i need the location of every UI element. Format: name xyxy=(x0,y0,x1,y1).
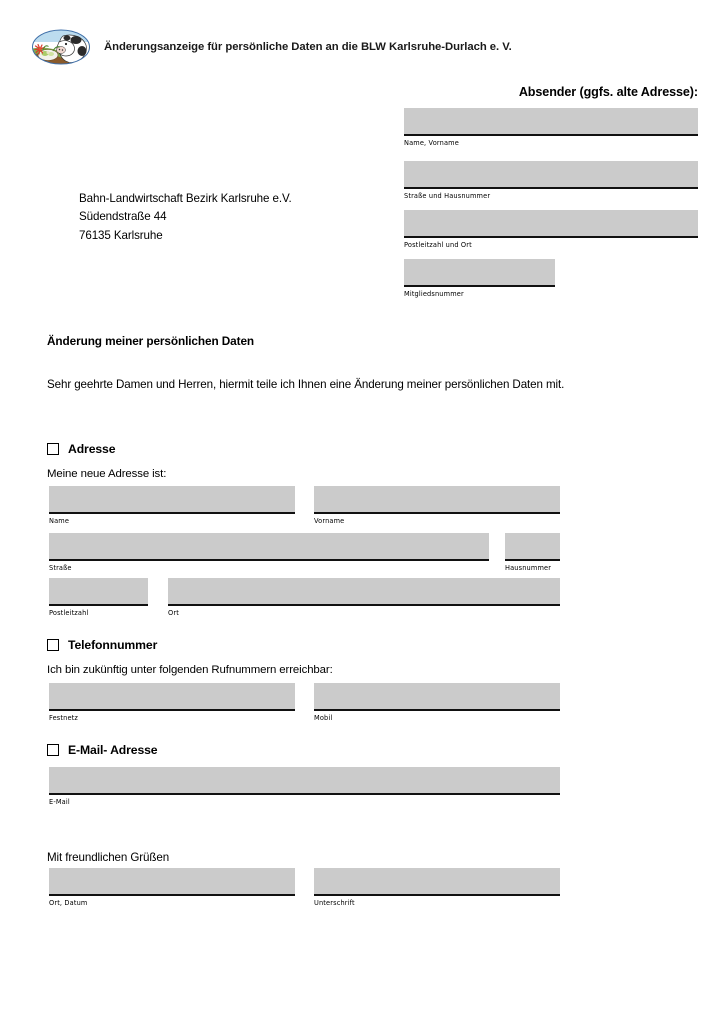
unterschrift-caption: Unterschrift xyxy=(314,898,355,907)
field-mobil xyxy=(314,683,560,722)
sender-plz-ort-input[interactable] xyxy=(404,210,698,238)
sender-mitgliedsnummer-input[interactable] xyxy=(404,259,555,287)
telefon-intro-text: Ich bin zukünftig unter folgenden Rufnummern erreichbar: xyxy=(47,664,333,676)
document-header xyxy=(30,26,700,68)
ort-datum-input[interactable] xyxy=(49,868,295,896)
checkbox-telefonnummer-label: Telefonnummer xyxy=(68,638,158,652)
blw-logo-icon xyxy=(30,27,92,67)
field-hausnummer xyxy=(505,533,560,572)
vorname-input[interactable] xyxy=(314,486,560,514)
vorname-caption: Vorname xyxy=(314,516,345,525)
field-name xyxy=(49,486,295,525)
field-ort-datum xyxy=(49,868,295,907)
ort-caption: Ort xyxy=(168,608,179,617)
sender-field-name-vorname xyxy=(404,108,698,147)
sender-mitgliedsnummer-caption: Mitgliedsnummer xyxy=(404,289,464,298)
sender-name-vorname-caption: Name, Vorname xyxy=(404,138,459,147)
salutation-text: Sehr geehrte Damen und Herren, hiermit teile ich Ihnen eine Änderung meiner persönlichen Daten mit. xyxy=(47,378,565,391)
sender-strasse-hausnummer-input[interactable] xyxy=(404,161,698,189)
checkbox-adresse-icon[interactable] xyxy=(47,443,59,455)
checkbox-email-adresse-label: E-Mail- Adresse xyxy=(68,743,158,757)
ort-datum-caption: Ort, Datum xyxy=(49,898,88,907)
adresse-intro-text: Meine neue Adresse ist: xyxy=(47,468,167,480)
section-telefon-checkbox-row[interactable] xyxy=(47,638,157,652)
header-title: Änderungsanzeige für persönliche Daten an die BLW Karlsruhe-Durlach e. V. xyxy=(104,41,512,53)
field-festnetz xyxy=(49,683,295,722)
sender-field-strasse-hausnummer xyxy=(404,161,698,200)
closing-text: Mit freundlichen Grüßen xyxy=(47,851,170,864)
recipient-address xyxy=(79,190,292,245)
field-ort xyxy=(168,578,560,617)
email-caption: E-Mail xyxy=(49,797,70,806)
sender-name-vorname-input[interactable] xyxy=(404,108,698,136)
checkbox-telefonnummer-icon[interactable] xyxy=(47,639,59,651)
unterschrift-input[interactable] xyxy=(314,868,560,896)
festnetz-input[interactable] xyxy=(49,683,295,711)
sender-heading: Absender (ggfs. alte Adresse): xyxy=(518,85,698,99)
section-adresse-checkbox-row[interactable] xyxy=(47,442,115,456)
checkbox-adresse-label: Adresse xyxy=(68,442,116,456)
name-input[interactable] xyxy=(49,486,295,514)
hausnummer-input[interactable] xyxy=(505,533,560,561)
sender-field-plz-ort xyxy=(404,210,698,249)
strasse-input[interactable] xyxy=(49,533,489,561)
field-postleitzahl xyxy=(49,578,148,617)
recipient-line-2: Südendstraße 44 xyxy=(79,210,167,224)
sender-plz-ort-caption: Postleitzahl und Ort xyxy=(404,240,472,249)
ort-input[interactable] xyxy=(168,578,560,606)
postleitzahl-caption: Postleitzahl xyxy=(49,608,89,617)
strasse-caption: Straße xyxy=(49,563,72,572)
field-vorname xyxy=(314,486,560,525)
postleitzahl-input[interactable] xyxy=(49,578,148,606)
sender-strasse-hausnummer-caption: Straße und Hausnummer xyxy=(404,191,491,200)
recipient-line-1: Bahn-Landwirtschaft Bezirk Karlsruhe e.V. xyxy=(79,192,292,205)
checkbox-email-adresse-icon[interactable] xyxy=(47,744,59,756)
field-email xyxy=(49,767,560,806)
field-strasse xyxy=(49,533,489,572)
recipient-line-3: 76135 Karlsruhe xyxy=(79,228,163,242)
mobil-caption: Mobil xyxy=(314,713,333,722)
name-caption: Name xyxy=(49,516,70,525)
subject-line: Änderung meiner persönlichen Daten xyxy=(47,334,255,348)
mobil-input[interactable] xyxy=(314,683,560,711)
sender-field-mitgliedsnummer xyxy=(404,259,555,298)
hausnummer-caption: Hausnummer xyxy=(505,563,552,572)
email-input[interactable] xyxy=(49,767,560,795)
section-email-checkbox-row[interactable] xyxy=(47,743,157,757)
festnetz-caption: Festnetz xyxy=(49,713,78,722)
field-unterschrift xyxy=(314,868,560,907)
